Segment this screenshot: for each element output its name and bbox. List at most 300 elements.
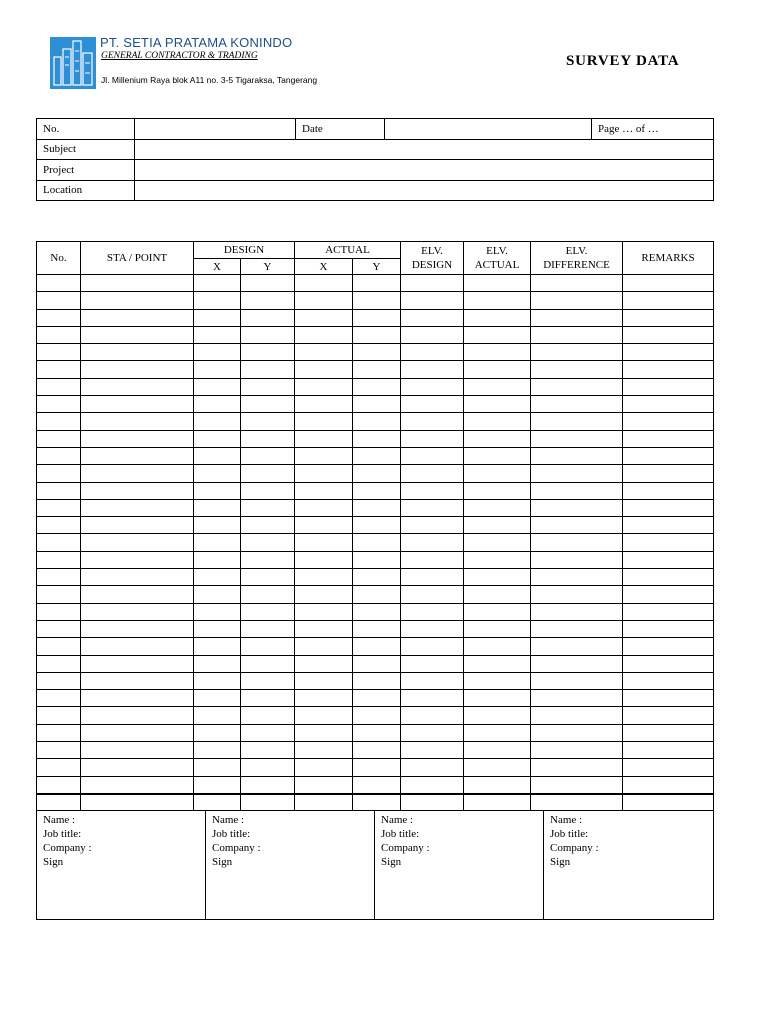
table-cell[interactable] — [194, 292, 241, 309]
table-cell[interactable] — [194, 499, 241, 516]
table-cell[interactable] — [81, 344, 194, 361]
table-cell[interactable] — [194, 690, 241, 707]
table-cell[interactable] — [37, 569, 81, 586]
table-cell[interactable] — [241, 309, 295, 326]
table-cell[interactable] — [353, 742, 401, 759]
table-cell[interactable] — [241, 413, 295, 430]
table-cell[interactable] — [81, 724, 194, 741]
table-cell[interactable] — [81, 361, 194, 378]
table-cell[interactable] — [353, 724, 401, 741]
table-cell[interactable] — [623, 569, 714, 586]
table-cell[interactable] — [464, 534, 531, 551]
table-cell[interactable] — [401, 499, 464, 516]
table-cell[interactable] — [194, 275, 241, 292]
table-cell[interactable] — [194, 309, 241, 326]
table-cell[interactable] — [464, 447, 531, 464]
table-cell[interactable] — [623, 361, 714, 378]
table-cell[interactable] — [531, 620, 623, 637]
no-value-field[interactable] — [135, 119, 296, 140]
table-cell[interactable] — [37, 275, 81, 292]
table-cell[interactable] — [241, 482, 295, 499]
table-cell[interactable] — [531, 776, 623, 793]
table-cell[interactable] — [194, 586, 241, 603]
table-cell[interactable] — [623, 344, 714, 361]
table-cell[interactable] — [531, 396, 623, 413]
table-cell[interactable] — [241, 603, 295, 620]
table-cell[interactable] — [464, 292, 531, 309]
table-cell[interactable] — [464, 275, 531, 292]
table-cell[interactable] — [353, 361, 401, 378]
table-cell[interactable] — [401, 396, 464, 413]
table-cell[interactable] — [531, 344, 623, 361]
table-cell[interactable] — [464, 620, 531, 637]
table-cell[interactable] — [194, 430, 241, 447]
table-cell[interactable] — [531, 447, 623, 464]
table-cell[interactable] — [464, 655, 531, 672]
table-cell[interactable] — [37, 742, 81, 759]
table-cell[interactable] — [295, 655, 353, 672]
table-cell[interactable] — [194, 672, 241, 689]
table-cell[interactable] — [531, 534, 623, 551]
table-cell[interactable] — [241, 275, 295, 292]
table-cell[interactable] — [295, 569, 353, 586]
table-cell[interactable] — [531, 309, 623, 326]
table-cell[interactable] — [464, 482, 531, 499]
table-cell[interactable] — [464, 396, 531, 413]
table-cell[interactable] — [241, 742, 295, 759]
table-cell[interactable] — [295, 724, 353, 741]
table-cell[interactable] — [464, 724, 531, 741]
table-cell[interactable] — [241, 326, 295, 343]
table-cell[interactable] — [531, 551, 623, 568]
table-cell[interactable] — [194, 361, 241, 378]
signature-box[interactable] — [544, 811, 714, 920]
table-cell[interactable] — [353, 551, 401, 568]
table-cell[interactable] — [295, 482, 353, 499]
table-cell[interactable] — [37, 690, 81, 707]
table-cell[interactable] — [295, 620, 353, 637]
table-cell[interactable] — [81, 447, 194, 464]
table-cell[interactable] — [295, 465, 353, 482]
table-cell[interactable] — [464, 742, 531, 759]
table-cell[interactable] — [37, 465, 81, 482]
table-cell[interactable] — [353, 378, 401, 395]
table-cell[interactable] — [194, 655, 241, 672]
table-cell[interactable] — [353, 638, 401, 655]
table-cell[interactable] — [464, 344, 531, 361]
table-cell[interactable] — [401, 378, 464, 395]
table-cell[interactable] — [241, 655, 295, 672]
table-cell[interactable] — [37, 344, 81, 361]
table-cell[interactable] — [401, 534, 464, 551]
table-cell[interactable] — [81, 292, 194, 309]
table-cell[interactable] — [531, 430, 623, 447]
signature-box[interactable] — [375, 811, 544, 920]
table-cell[interactable] — [194, 482, 241, 499]
table-cell[interactable] — [194, 551, 241, 568]
table-cell[interactable] — [623, 690, 714, 707]
table-cell[interactable] — [353, 413, 401, 430]
table-cell[interactable] — [623, 275, 714, 292]
table-cell[interactable] — [81, 482, 194, 499]
table-cell[interactable] — [37, 326, 81, 343]
table-cell[interactable] — [241, 344, 295, 361]
table-cell[interactable] — [241, 776, 295, 793]
table-cell[interactable] — [194, 447, 241, 464]
table-cell[interactable] — [464, 378, 531, 395]
table-cell[interactable] — [353, 672, 401, 689]
table-cell[interactable] — [464, 326, 531, 343]
table-cell[interactable] — [531, 638, 623, 655]
table-cell[interactable] — [37, 499, 81, 516]
table-cell[interactable] — [353, 534, 401, 551]
table-cell[interactable] — [464, 361, 531, 378]
table-cell[interactable] — [194, 326, 241, 343]
signature-box[interactable] — [37, 811, 206, 920]
table-cell[interactable] — [81, 638, 194, 655]
table-cell[interactable] — [81, 499, 194, 516]
table-cell[interactable] — [623, 742, 714, 759]
table-cell[interactable] — [81, 742, 194, 759]
table-cell[interactable] — [37, 707, 81, 724]
table-cell[interactable] — [295, 396, 353, 413]
table-cell[interactable] — [353, 309, 401, 326]
table-cell[interactable] — [241, 396, 295, 413]
table-cell[interactable] — [295, 430, 353, 447]
table-cell[interactable] — [353, 275, 401, 292]
table-cell[interactable] — [353, 396, 401, 413]
table-cell[interactable] — [401, 638, 464, 655]
table-cell[interactable] — [241, 551, 295, 568]
table-cell[interactable] — [401, 707, 464, 724]
table-cell[interactable] — [401, 569, 464, 586]
table-cell[interactable] — [241, 569, 295, 586]
table-cell[interactable] — [531, 586, 623, 603]
table-cell[interactable] — [37, 482, 81, 499]
table-cell[interactable] — [353, 292, 401, 309]
table-cell[interactable] — [401, 586, 464, 603]
table-cell[interactable] — [295, 517, 353, 534]
table-cell[interactable] — [353, 776, 401, 793]
table-cell[interactable] — [464, 707, 531, 724]
table-cell[interactable] — [464, 465, 531, 482]
table-cell[interactable] — [353, 430, 401, 447]
date-value-field[interactable] — [385, 119, 592, 140]
table-cell[interactable] — [353, 569, 401, 586]
table-cell[interactable] — [623, 430, 714, 447]
table-cell[interactable] — [464, 759, 531, 776]
table-cell[interactable] — [37, 292, 81, 309]
table-cell[interactable] — [295, 378, 353, 395]
table-cell[interactable] — [241, 638, 295, 655]
table-cell[interactable] — [194, 569, 241, 586]
table-cell[interactable] — [353, 620, 401, 637]
table-cell[interactable] — [81, 603, 194, 620]
table-cell[interactable] — [464, 690, 531, 707]
table-cell[interactable] — [401, 413, 464, 430]
table-cell[interactable] — [241, 378, 295, 395]
table-cell[interactable] — [295, 638, 353, 655]
table-cell[interactable] — [241, 361, 295, 378]
table-cell[interactable] — [623, 776, 714, 793]
table-cell[interactable] — [295, 603, 353, 620]
table-cell[interactable] — [623, 465, 714, 482]
table-cell[interactable] — [464, 638, 531, 655]
table-cell[interactable] — [464, 776, 531, 793]
table-cell[interactable] — [37, 638, 81, 655]
table-cell[interactable] — [401, 776, 464, 793]
table-cell[interactable] — [401, 724, 464, 741]
table-cell[interactable] — [623, 724, 714, 741]
table-cell[interactable] — [401, 551, 464, 568]
table-cell[interactable] — [623, 499, 714, 516]
table-cell[interactable] — [401, 690, 464, 707]
table-cell[interactable] — [353, 603, 401, 620]
table-cell[interactable] — [295, 759, 353, 776]
table-cell[interactable] — [531, 672, 623, 689]
table-cell[interactable] — [81, 707, 194, 724]
table-cell[interactable] — [241, 707, 295, 724]
table-cell[interactable] — [194, 344, 241, 361]
table-cell[interactable] — [81, 690, 194, 707]
table-cell[interactable] — [531, 655, 623, 672]
table-cell[interactable] — [194, 396, 241, 413]
table-cell[interactable] — [37, 430, 81, 447]
table-cell[interactable] — [531, 292, 623, 309]
table-cell[interactable] — [531, 517, 623, 534]
table-cell[interactable] — [295, 413, 353, 430]
subject-value-field[interactable] — [135, 139, 714, 160]
table-cell[interactable] — [81, 378, 194, 395]
table-cell[interactable] — [623, 326, 714, 343]
table-cell[interactable] — [295, 707, 353, 724]
table-cell[interactable] — [81, 586, 194, 603]
table-cell[interactable] — [353, 344, 401, 361]
table-cell[interactable] — [37, 776, 81, 793]
table-cell[interactable] — [194, 465, 241, 482]
table-cell[interactable] — [194, 517, 241, 534]
table-cell[interactable] — [81, 326, 194, 343]
table-cell[interactable] — [295, 551, 353, 568]
table-cell[interactable] — [81, 759, 194, 776]
table-cell[interactable] — [295, 776, 353, 793]
table-cell[interactable] — [401, 672, 464, 689]
table-cell[interactable] — [531, 724, 623, 741]
table-cell[interactable] — [623, 655, 714, 672]
table-cell[interactable] — [194, 724, 241, 741]
table-cell[interactable] — [531, 499, 623, 516]
table-cell[interactable] — [353, 655, 401, 672]
table-cell[interactable] — [401, 344, 464, 361]
table-cell[interactable] — [623, 586, 714, 603]
table-cell[interactable] — [81, 551, 194, 568]
table-cell[interactable] — [241, 534, 295, 551]
table-cell[interactable] — [295, 275, 353, 292]
table-cell[interactable] — [531, 378, 623, 395]
table-cell[interactable] — [295, 499, 353, 516]
table-cell[interactable] — [37, 620, 81, 637]
table-cell[interactable] — [81, 620, 194, 637]
table-cell[interactable] — [295, 672, 353, 689]
table-cell[interactable] — [623, 447, 714, 464]
signature-box[interactable] — [206, 811, 375, 920]
table-cell[interactable] — [37, 586, 81, 603]
table-cell[interactable] — [531, 742, 623, 759]
table-cell[interactable] — [295, 586, 353, 603]
table-cell[interactable] — [81, 465, 194, 482]
table-cell[interactable] — [353, 707, 401, 724]
table-cell[interactable] — [241, 517, 295, 534]
table-cell[interactable] — [194, 638, 241, 655]
table-cell[interactable] — [37, 551, 81, 568]
table-cell[interactable] — [37, 534, 81, 551]
table-cell[interactable] — [401, 482, 464, 499]
table-cell[interactable] — [464, 517, 531, 534]
table-cell[interactable] — [81, 275, 194, 292]
table-cell[interactable] — [241, 292, 295, 309]
table-cell[interactable] — [37, 413, 81, 430]
table-cell[interactable] — [81, 517, 194, 534]
table-cell[interactable] — [353, 499, 401, 516]
table-cell[interactable] — [194, 378, 241, 395]
table-cell[interactable] — [531, 326, 623, 343]
location-value-field[interactable] — [135, 180, 714, 201]
table-cell[interactable] — [37, 396, 81, 413]
table-cell[interactable] — [194, 603, 241, 620]
table-cell[interactable] — [353, 517, 401, 534]
table-cell[interactable] — [623, 517, 714, 534]
table-cell[interactable] — [401, 326, 464, 343]
table-cell[interactable] — [623, 759, 714, 776]
table-cell[interactable] — [623, 551, 714, 568]
table-cell[interactable] — [531, 569, 623, 586]
table-cell[interactable] — [241, 759, 295, 776]
table-cell[interactable] — [401, 275, 464, 292]
table-cell[interactable] — [37, 447, 81, 464]
table-cell[interactable] — [531, 759, 623, 776]
table-cell[interactable] — [401, 361, 464, 378]
table-cell[interactable] — [464, 430, 531, 447]
table-cell[interactable] — [531, 603, 623, 620]
table-cell[interactable] — [241, 499, 295, 516]
table-cell[interactable] — [295, 447, 353, 464]
project-value-field[interactable] — [135, 160, 714, 181]
table-cell[interactable] — [194, 707, 241, 724]
table-cell[interactable] — [531, 275, 623, 292]
table-cell[interactable] — [81, 396, 194, 413]
table-cell[interactable] — [401, 465, 464, 482]
table-cell[interactable] — [464, 413, 531, 430]
table-cell[interactable] — [401, 517, 464, 534]
table-cell[interactable] — [464, 551, 531, 568]
table-cell[interactable] — [37, 759, 81, 776]
table-cell[interactable] — [401, 430, 464, 447]
table-cell[interactable] — [401, 759, 464, 776]
table-cell[interactable] — [353, 482, 401, 499]
table-cell[interactable] — [295, 344, 353, 361]
table-cell[interactable] — [81, 430, 194, 447]
table-cell[interactable] — [241, 724, 295, 741]
table-cell[interactable] — [353, 465, 401, 482]
table-cell[interactable] — [531, 413, 623, 430]
table-cell[interactable] — [623, 413, 714, 430]
table-cell[interactable] — [37, 672, 81, 689]
table-cell[interactable] — [401, 447, 464, 464]
table-cell[interactable] — [401, 309, 464, 326]
table-cell[interactable] — [81, 534, 194, 551]
table-cell[interactable] — [623, 378, 714, 395]
table-cell[interactable] — [194, 534, 241, 551]
table-cell[interactable] — [531, 361, 623, 378]
table-cell[interactable] — [401, 603, 464, 620]
table-cell[interactable] — [81, 309, 194, 326]
table-cell[interactable] — [241, 672, 295, 689]
table-cell[interactable] — [464, 309, 531, 326]
table-cell[interactable] — [37, 603, 81, 620]
table-cell[interactable] — [241, 690, 295, 707]
table-cell[interactable] — [623, 309, 714, 326]
table-cell[interactable] — [194, 413, 241, 430]
table-cell[interactable] — [241, 465, 295, 482]
table-cell[interactable] — [194, 620, 241, 637]
table-cell[interactable] — [623, 292, 714, 309]
table-cell[interactable] — [401, 620, 464, 637]
table-cell[interactable] — [295, 534, 353, 551]
table-cell[interactable] — [464, 499, 531, 516]
table-cell[interactable] — [464, 672, 531, 689]
table-cell[interactable] — [623, 396, 714, 413]
table-cell[interactable] — [353, 447, 401, 464]
table-cell[interactable] — [353, 690, 401, 707]
table-cell[interactable] — [241, 430, 295, 447]
table-cell[interactable] — [295, 361, 353, 378]
table-cell[interactable] — [81, 413, 194, 430]
table-cell[interactable] — [37, 655, 81, 672]
table-cell[interactable] — [295, 309, 353, 326]
table-cell[interactable] — [241, 620, 295, 637]
table-cell[interactable] — [37, 309, 81, 326]
table-cell[interactable] — [81, 655, 194, 672]
table-cell[interactable] — [531, 482, 623, 499]
table-cell[interactable] — [464, 603, 531, 620]
table-cell[interactable] — [194, 742, 241, 759]
table-cell[interactable] — [464, 586, 531, 603]
table-cell[interactable] — [401, 742, 464, 759]
table-cell[interactable] — [241, 447, 295, 464]
table-cell[interactable] — [353, 759, 401, 776]
table-cell[interactable] — [37, 724, 81, 741]
table-cell[interactable] — [194, 776, 241, 793]
table-cell[interactable] — [81, 672, 194, 689]
table-cell[interactable] — [531, 690, 623, 707]
table-cell[interactable] — [623, 534, 714, 551]
table-cell[interactable] — [295, 326, 353, 343]
table-cell[interactable] — [37, 378, 81, 395]
table-cell[interactable] — [401, 655, 464, 672]
table-cell[interactable] — [241, 586, 295, 603]
table-cell[interactable] — [295, 690, 353, 707]
table-cell[interactable] — [353, 326, 401, 343]
table-cell[interactable] — [81, 776, 194, 793]
table-cell[interactable] — [623, 620, 714, 637]
table-cell[interactable] — [623, 707, 714, 724]
table-cell[interactable] — [623, 603, 714, 620]
table-cell[interactable] — [464, 569, 531, 586]
table-cell[interactable] — [37, 517, 81, 534]
table-cell[interactable] — [623, 638, 714, 655]
table-cell[interactable] — [37, 361, 81, 378]
table-cell[interactable] — [531, 707, 623, 724]
